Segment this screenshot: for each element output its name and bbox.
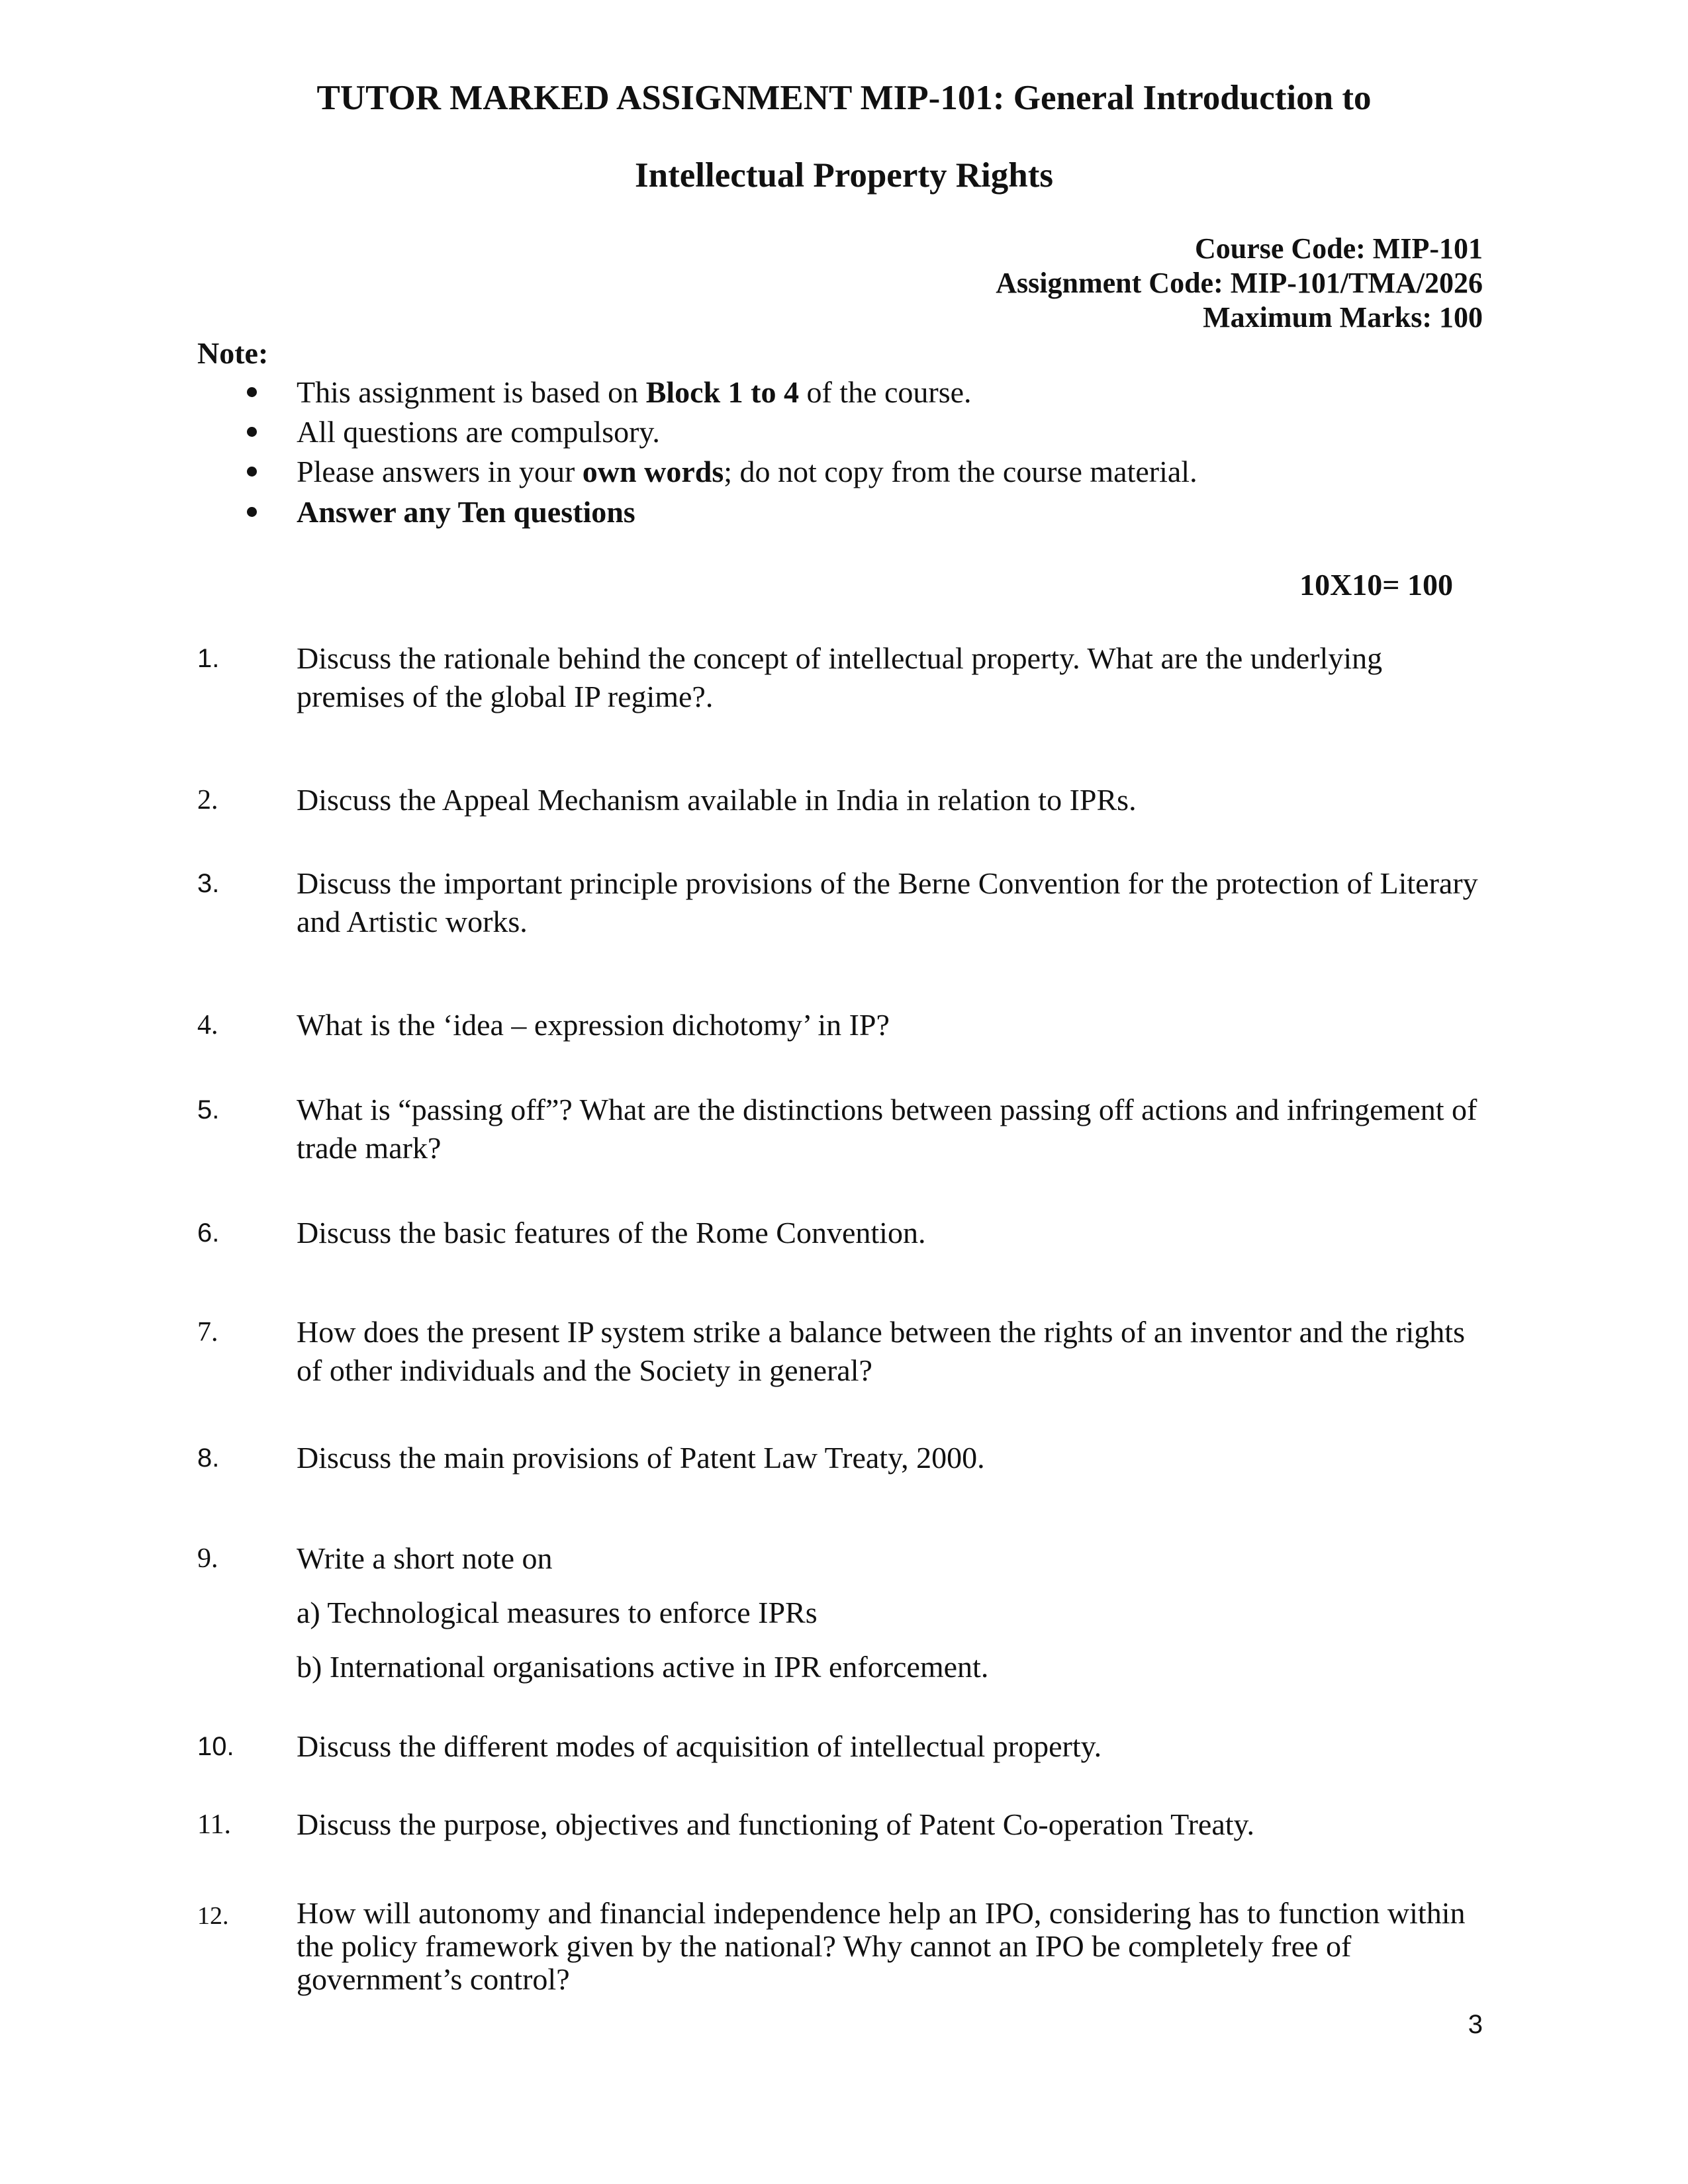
- question-number: 12.: [197, 1902, 229, 1930]
- question-9-part-a: a) Technological measures to enforce IPRs: [297, 1596, 818, 1629]
- maximum-marks: Maximum Marks: 100: [1203, 301, 1483, 334]
- assignment-code: Assignment Code: MIP-101/TMA/2026: [996, 267, 1483, 299]
- question-number: 1.: [197, 644, 220, 673]
- note-item-3: Please answers in your own words; do not copy from the course material.: [297, 455, 1197, 489]
- question-number: 7.: [197, 1317, 218, 1347]
- bullet-icon: [247, 507, 257, 517]
- question-number: 6.: [197, 1218, 220, 1248]
- page-number: 3: [1468, 2010, 1483, 2039]
- question-9-stem: Write a short note on: [297, 1541, 553, 1575]
- question-text: Discuss the Appeal Mechanism available in India in relation to IPRs.: [297, 783, 1137, 817]
- title-line-2: Intellectual Property Rights: [635, 156, 1053, 195]
- title-line-1: TUTOR MARKED ASSIGNMENT MIP-101: General Introduction to: [316, 79, 1372, 117]
- question-text: Discuss the basic features of the Rome Convention.: [297, 1216, 926, 1250]
- question-number: 8.: [197, 1443, 220, 1473]
- question-number: 9.: [197, 1543, 218, 1574]
- note-item-2: All questions are compulsory.: [297, 415, 660, 449]
- question-text: [297, 1539, 1488, 1686]
- question-text: Discuss the rationale behind the concept of intellectual property. What are the underlying premises of the global IP regime?.: [297, 641, 1383, 713]
- question-number: 11.: [197, 1809, 231, 1840]
- question-number: 5.: [197, 1095, 220, 1124]
- question-text: What is “passing off”? What are the distinctions between passing off actions and infringement of trade mark?: [297, 1093, 1477, 1165]
- marks-formula: 10X10= 100: [1299, 568, 1453, 602]
- note-heading: Note:: [197, 336, 269, 370]
- question-text: Discuss the important principle provisions of the Berne Convention for the protection of Literary and Artistic works.: [297, 866, 1478, 938]
- question-number: 4.: [197, 1010, 218, 1040]
- question-number: 10.: [197, 1732, 234, 1761]
- course-code: Course Code: MIP-101: [1194, 232, 1483, 265]
- question-text: How will autonomy and financial independence help an IPO, considering has to function within the policy framework given by the national? Why cannot an IPO be completely free of government’s control?: [297, 1896, 1466, 1996]
- question-text: Discuss the purpose, objectives and functioning of Patent Co-operation Treaty.: [297, 1807, 1255, 1841]
- note-item-4: Answer any Ten questions: [297, 495, 635, 529]
- question-text: What is the ‘idea – expression dichotomy’ in IP?: [297, 1008, 890, 1042]
- question-text: Discuss the main provisions of Patent Law Treaty, 2000.: [297, 1441, 985, 1475]
- question-number: 3.: [197, 869, 220, 898]
- bullet-icon: [247, 387, 257, 397]
- question-number: 2.: [197, 785, 218, 815]
- question-text: Discuss the different modes of acquisition of intellectual property.: [297, 1729, 1102, 1763]
- bullet-icon: [247, 427, 257, 437]
- note-item-1: This assignment is based on Block 1 to 4 of the course.: [297, 375, 972, 410]
- bullet-icon: [247, 467, 257, 477]
- question-text: How does the present IP system strike a balance between the rights of an inventor and the rights of other individuals and the Society in general?: [297, 1315, 1465, 1387]
- question-9-part-b: b) International organisations active in IPR enforcement.: [297, 1650, 989, 1684]
